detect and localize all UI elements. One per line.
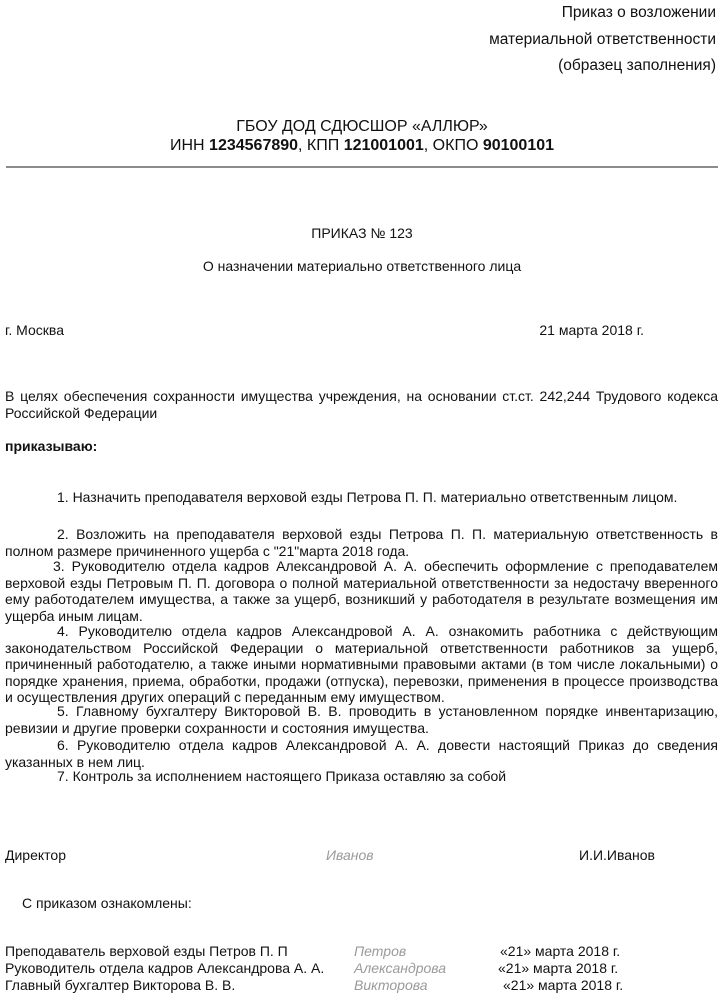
inn-value: 1234567890 [209, 137, 299, 154]
ack-signature-1: Петров [354, 943, 407, 959]
acknowledged-heading: С приказом ознакомлены: [22, 895, 192, 911]
organization-name: ГБОУ ДОД СДЮСШОР «АЛЛЮР» [236, 118, 488, 135]
ack-signature-2: Александрова [354, 960, 447, 976]
okpo-label: , ОКПО [423, 137, 483, 154]
document-type-line2: материальной ответственности [489, 31, 716, 48]
order-item-4: 4. Руководителю отдела кадров Александровой А. А. ознакомить работника с действующим законодательством Российской Федерации о материальной ответственности работников за ущерб, причиненный работодателю, а также иными нормативными правовыми актами (в том числе локальными) о порядке хранения, приема, обработки, продажи (отпуска), перевозки, применения в процессе производства и осуществления других операций с переданным ему имуществом. [5, 623, 718, 705]
order-item-7: 7. Контроль за исполнением настоящего Приказа оставляю за собой [57, 768, 507, 784]
ack-person-3: Главный бухгалтер Викторова В. В. [5, 977, 236, 993]
director-name: И.И.Иванов [579, 847, 655, 863]
director-signature: Иванов [326, 847, 374, 863]
order-subject: О назначении материально ответственного лица [202, 258, 522, 274]
ack-signature-3: Викторова [354, 977, 428, 993]
header-divider [6, 166, 718, 168]
ack-date-3: «21» марта 2018 г. [503, 977, 624, 993]
ack-date-2: «21» марта 2018 г. [498, 960, 619, 976]
order-item-1: 1. Назначить преподавателя верховой езды Петрова П. П. материально ответственным лицом. [57, 489, 678, 505]
order-city: г. Москва [5, 322, 64, 338]
order-title: ПРИКАЗ № 123 [311, 225, 413, 241]
kpp-label: , КПП [298, 137, 344, 154]
organization-codes [0, 137, 724, 155]
order-item-3: 3. Руководителю отдела кадров Александровой А. А. обеспечить оформление с преподавателем верховой езды Петровым П. П. договора о полной материальной ответственности за недостачу вверенного ему работодателем имущества, а также за ущерб, возникший у работодателя в результате возмещения им ущерба иным лицам. [5, 558, 718, 624]
inn-label: ИНН [169, 137, 210, 154]
order-item-5: 5. Главному бухгалтеру Викторовой В. В. проводить в установленном порядке инвентаризацию, ревизии и другие проверки сохранности и состояния имущества. [5, 703, 718, 736]
okpo-value: 90100101 [482, 137, 555, 154]
order-item-2: 2. Возложить на преподавателя верховой езды Петрова П. П. материальную ответственность в полном размере причиненного ущерба с "21"марта 2018 года. [5, 526, 718, 559]
director-title: Директор [5, 847, 66, 863]
ack-person-1: Преподаватель верховой езды Петров П. П [5, 943, 288, 959]
ack-date-1: «21» марта 2018 г. [500, 943, 621, 959]
ack-person-2: Руководитель отдела кадров Александрова А. А. [5, 960, 325, 976]
order-date: 21 марта 2018 г. [539, 322, 644, 338]
document-type-line3: (образец заполнения) [558, 57, 716, 74]
kpp-value: 121001001 [343, 137, 424, 154]
order-word: приказываю: [5, 438, 98, 454]
document-type-line1: Приказ о возложении [561, 4, 716, 21]
preamble: В целях обеспечения сохранности имущества учреждения, на основании ст.ст. 242,244 Трудового кодекса Российской Федерации [5, 388, 718, 421]
order-item-6: 6. Руководителю отдела кадров Александровой А. А. довести настоящий Приказ до сведения указанных в нем лиц. [5, 737, 718, 770]
